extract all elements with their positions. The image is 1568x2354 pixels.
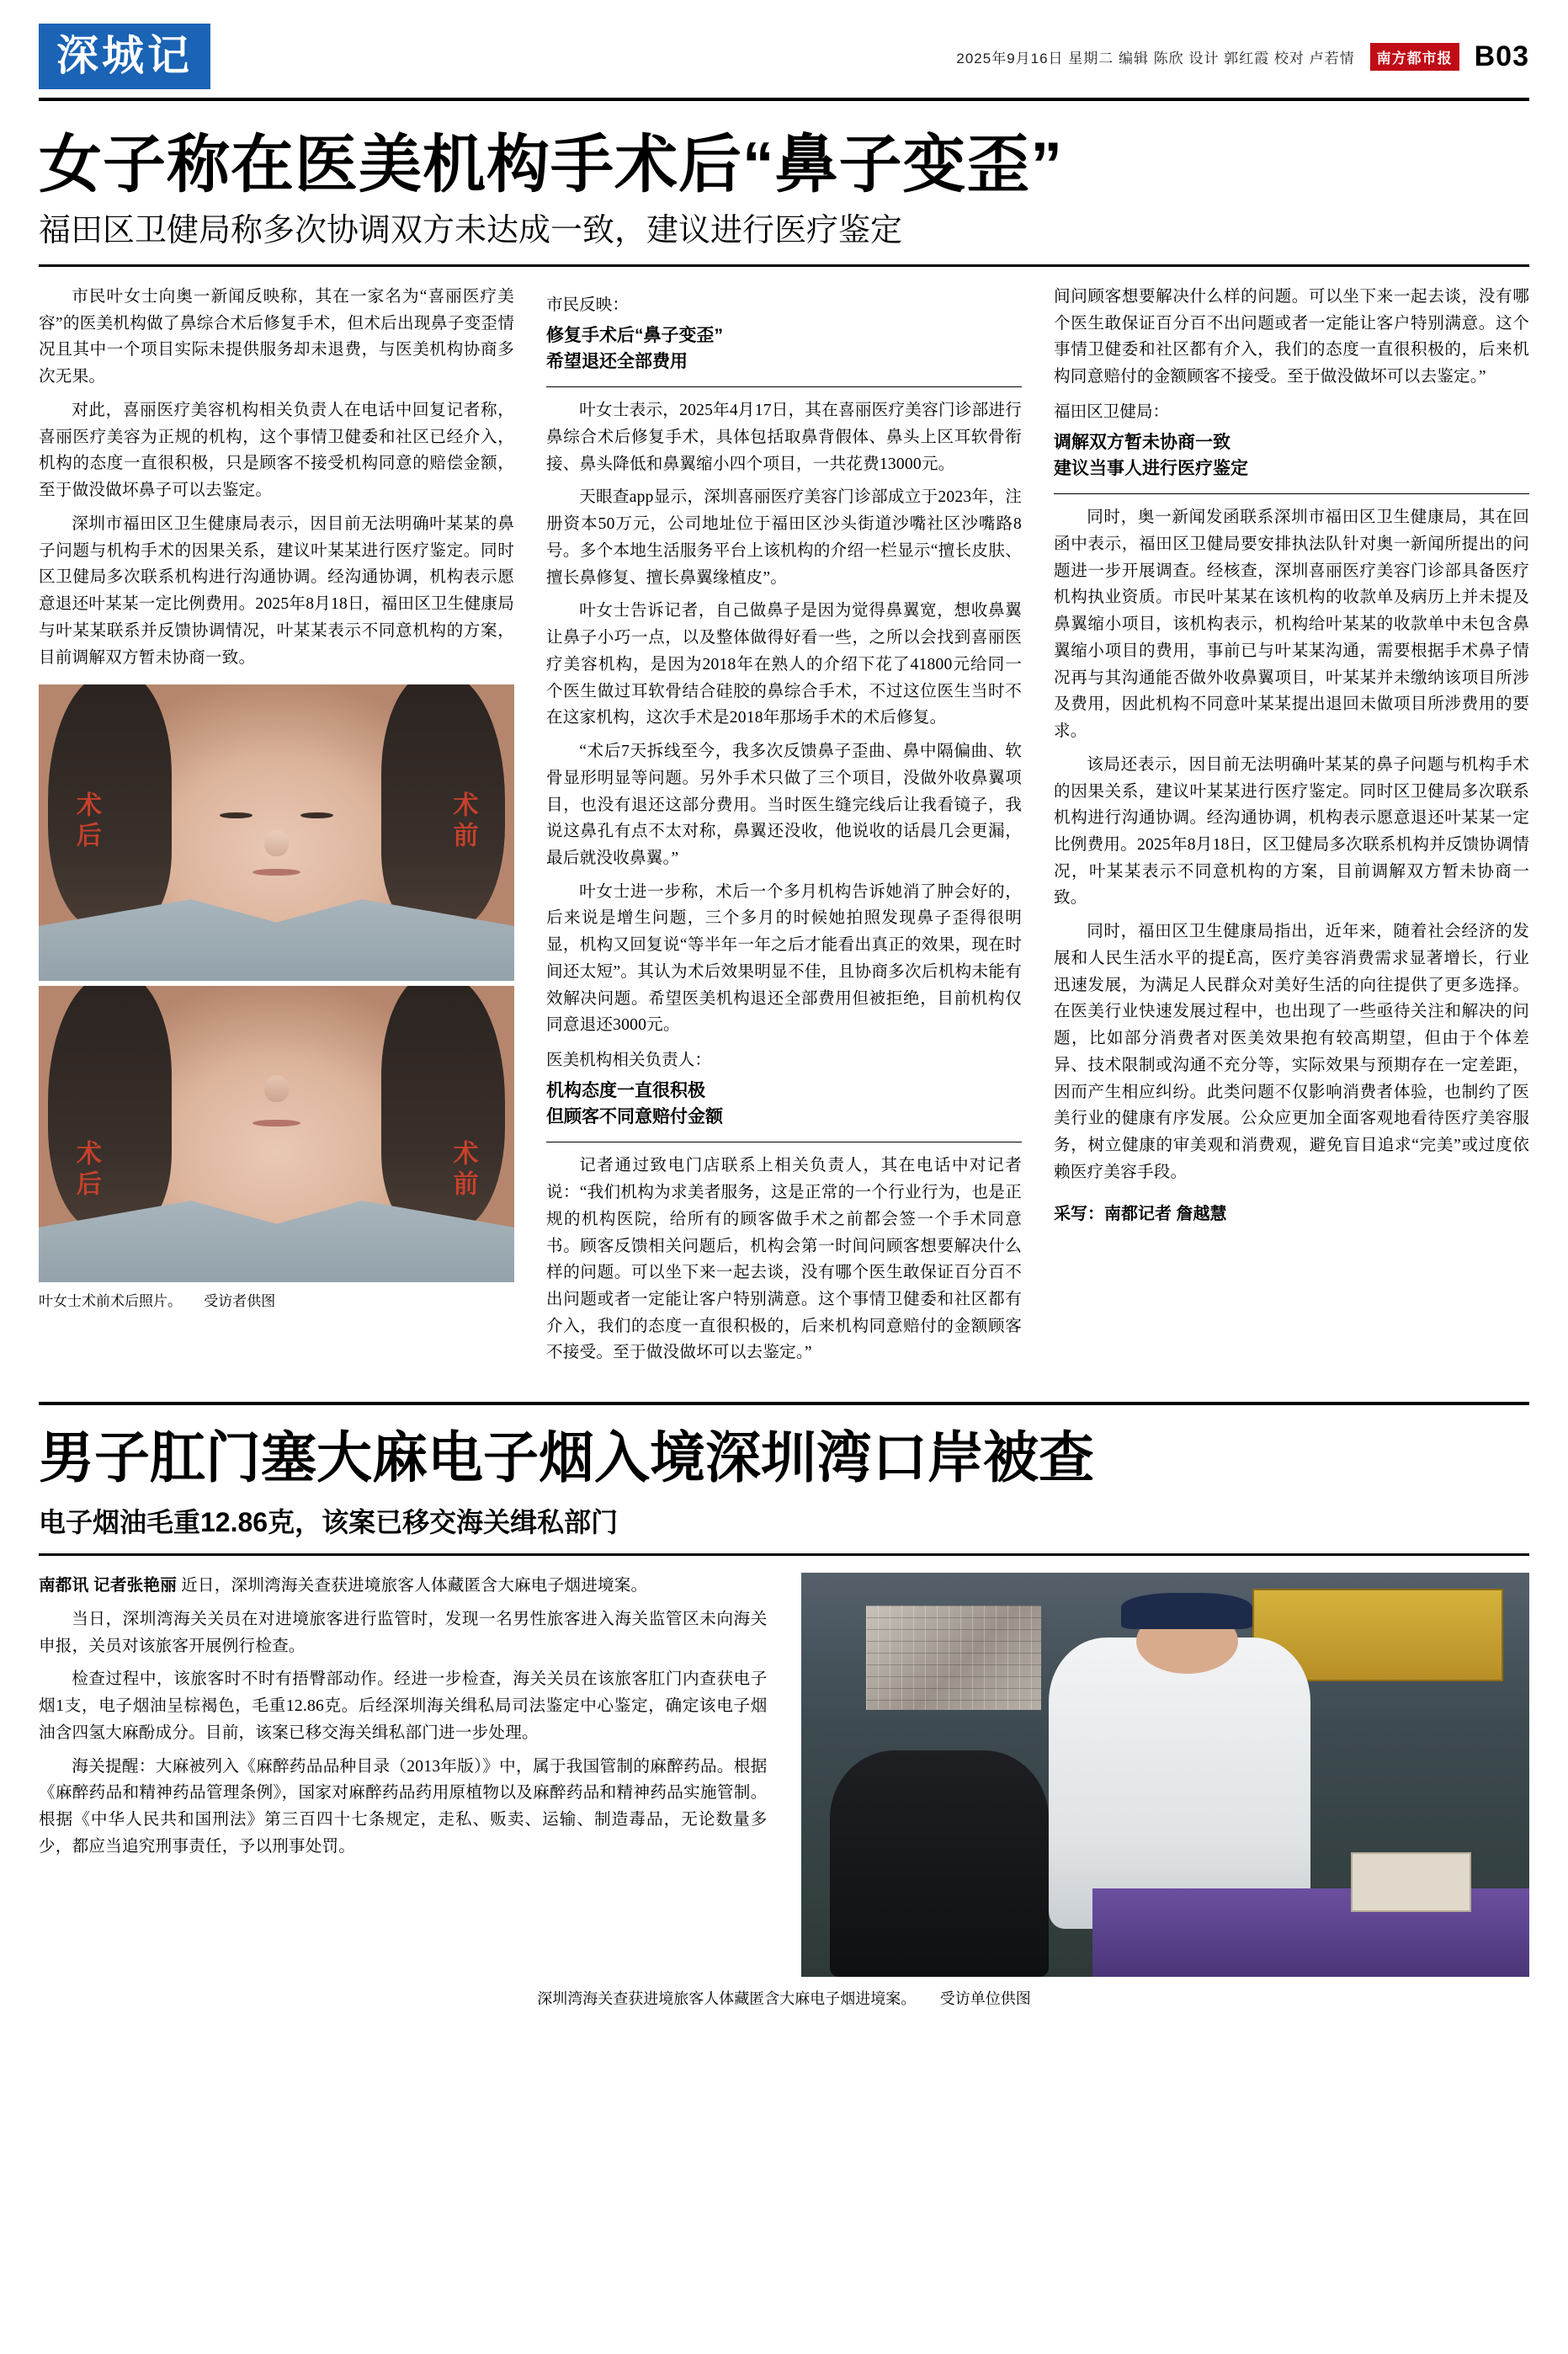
- story-two-text-column: [39, 1573, 768, 1977]
- section-b-subhead-line: 但顾客不同意赔付金额: [546, 1106, 723, 1126]
- section-a-subhead-line: 修复手术后“鼻子变歪”: [546, 326, 723, 346]
- photo-stack: [39, 684, 514, 1313]
- mouth: [252, 1120, 300, 1126]
- section-c-kicker: 福田区卫健局：: [1054, 402, 1170, 421]
- inspection-box: [1351, 1852, 1470, 1912]
- column-three: [1054, 284, 1529, 1373]
- section-a-kicker: 市民反映：: [546, 296, 629, 314]
- annotation-mark: 术后: [72, 1140, 100, 1201]
- section-c-divider: [1054, 493, 1529, 494]
- eye-right: [300, 812, 334, 819]
- column-two: [546, 284, 1022, 1373]
- photo-credit: 受访者供图: [204, 1293, 276, 1310]
- story-one-columns: [39, 284, 1529, 1373]
- story-one-subhead: 福田区卫健局称多次协调双方未达成一致，建议进行医疗鉴定: [39, 212, 903, 248]
- section-a-paragraph: 叶女士进一步称，术后一个多月机构告诉她消了肿会好的，后来说是增生问题，三个多月的时候她拍照发现鼻子歪得很明显，机构又回复说“等半年一年之后才能看出真正的效果，现在时间还太短”。其认为术后效果明显不佳，且协商多次后机构未能有效解决问题。希望医美机构退还全部费用但被拒绝，目前机构仅同意退还3000元。: [546, 882, 1022, 1035]
- annotation-mark: 术前: [449, 791, 477, 852]
- section-b-subhead-line: 机构态度一直很积极: [546, 1081, 705, 1101]
- story-two-paragraph: 当日，深圳湾海关关员在对进境旅客进行监管时，发现一名男性旅客进入海关监管区未向海关申报，关员对该旅客开展例行检查。: [39, 1610, 768, 1655]
- story-one-byline: 采写：南都记者 詹越慧: [1054, 1204, 1227, 1223]
- eye-left: [220, 812, 253, 819]
- hair-right: [381, 684, 505, 928]
- page-number: B03: [1474, 40, 1529, 72]
- story-one-headline: 女子称在医美机构手术后“鼻子变歪”: [39, 129, 1064, 200]
- annotation-mark: 术前: [449, 1140, 477, 1201]
- traveler: [830, 1750, 1049, 1977]
- before-after-photo-bottom: [39, 986, 514, 1282]
- story-two-paragraph: 检查过程中，该旅客时不时有捂臀部动作。经进一步检查，海关关员在该旅客肛门内查获电子烟1支，电子烟油呈棕褐色，毛重12.86克。后经深圳海关缉私局司法鉴定中心鉴定，确定该电子烟油含四氢大麻酚成分。目前，该案已移交海关缉私部门进一步处理。: [39, 1670, 768, 1742]
- story-two-caption-text: 深圳湾海关查获进境旅客人体藏匿含大麻电子烟进境案。: [537, 1990, 917, 2008]
- story-two-photo-caption: [39, 1987, 1529, 2009]
- story-two-subhead: 电子烟油毛重12.86克，该案已移交海关缉私部门: [39, 1507, 619, 1538]
- story-two-lead: [39, 1573, 768, 1600]
- story-two-photo-column: [801, 1573, 1530, 1977]
- story-one: [39, 101, 1529, 1373]
- section-a-paragraph: 叶女士表示，2025年4月17日，其在喜丽医疗美容门诊部进行鼻综合术后修复手术，具体包括取鼻背假体、鼻头上区耳软骨衔接、鼻头降低和鼻翼缩小四个项目，一共花费13000元。: [546, 402, 1022, 473]
- story-two-paragraph: 海关提醒：大麻被列入《麻醉药品品种目录（2013年版）》中，属于我国管制的麻醉药品。根据《麻醉药品和精神药品管理条例》，国家对麻醉药品药用原植物以及麻醉药品和精神药品实施管制。根据《中华人民共和国刑法》第三百四十七条规定，走私、贩卖、运输、制造毒品，无论数量多少，都应当追究刑事责任，予以刑事处罚。: [39, 1757, 768, 1856]
- dateline: 南都讯 记者张艳丽: [39, 1576, 177, 1595]
- section-a-paragraph: 天眼查app显示，深圳喜丽医疗美容门诊部成立于2023年，注册资本50万元，公司地址位于福田区沙头街道沙嘴社区沙嘴路8号。多个本地生活服务平台上该机构的介绍一栏显示“擅长皮肤、擅长鼻修复、擅长鼻翼缘植皮”。: [546, 488, 1022, 587]
- mouth: [252, 869, 300, 876]
- section-b-subhead: [546, 1078, 1022, 1130]
- story-two-headline-divider: [39, 1553, 1529, 1556]
- masthead-right: [956, 24, 1529, 73]
- annotation-mark: 术后: [72, 791, 100, 852]
- section-a-paragraph: 叶女士告诉记者，自己做鼻子是因为觉得鼻翼宽，想收鼻翼让鼻子小巧一点，以及整体做得好看一些，之所以会找到喜丽医疗美容机构，是因为2018年在熟人的介绍下花了41800元给同一个医生做过耳软骨结合硅胶的鼻综合手术，不过这位医生当时不在这家机构，这次手术是2018年那场手术的术后修复。: [546, 602, 1022, 727]
- section-c-subhead-line: 调解双方暂未协商一致: [1054, 433, 1230, 453]
- section-c-subhead-line: 建议当事人进行医疗鉴定: [1054, 458, 1248, 478]
- story-two-columns: [39, 1573, 1529, 1977]
- nose: [264, 830, 288, 857]
- lead-paragraph: 对此，喜丽医疗美容机构相关负责人在电话中回复记者称，喜丽医疗美容为正规的机构，这个事情卫健委和社区已经介入，机构的态度一直很积极，只是顾客不接受机构同意的赔偿金额，至于做没做坏鼻子可以去鉴定。: [39, 401, 514, 500]
- section-b-paragraph: 记者通过致电门店联系上相关负责人，其在电话中对记者说：“我们机构为求美者服务，这是正常的一个行业行为，也是正规的机构医院，给所有的顾客做手术之前都会签一个手术同意书。顾客反馈相关问题后，机构会第一时间问顾客想要解决什么样的问题。可以坐下来一起去谈，没有哪个医生敢保证百分百不出问题或者一定能让客户特别满意。这个事情卫健委和社区都有介入，我们的态度一直很积极的，后来机构同意赔付的金额顾客不接受。至于做没做坏可以去鉴定。”: [546, 1157, 1022, 1362]
- section-c-paragraph: 同时，奥一新闻发函联系深圳市福田区卫生健康局，其在回函中表示，福田区卫健局要安排执法队针对奥一新闻所提出的问题进一步开展调查。经核查，深圳喜丽医疗美容门诊部具备医疗机构执业资质。市民叶某某在该机构的收款单及病历上并未提及鼻翼缩小项目，该机构表示，机构给叶某某的收款单中未包含鼻翼缩小项目的费用，事前已与叶某某沟通，需要根据手术鼻子情况再与其沟通能否做外收鼻翼项目，叶某某并未缴纳该项目所涉及费用，因此机构不同意叶某某提出退回未做项目所涉费用的要求。: [1054, 509, 1529, 741]
- customs-photo: [801, 1573, 1530, 1977]
- paper-logo: 南方都市报: [1370, 43, 1459, 71]
- section-flag: 深城记: [39, 24, 210, 89]
- mosaic-blur: [866, 1606, 1041, 1711]
- section-b-kicker: 医美机构相关负责人：: [546, 1051, 711, 1070]
- story-two-headline: 男子肛门塞大麻电子烟入境深圳湾口岸被查: [39, 1426, 1094, 1489]
- column-one: [39, 284, 514, 1373]
- story-two: [39, 1427, 1529, 2009]
- section-a-divider: [546, 386, 1022, 387]
- hair-right: [381, 986, 505, 1229]
- section-a-subhead-line: 希望退还全部费用: [546, 351, 688, 371]
- section-b-continuation: 间问顾客想要解决什么样的问题。可以坐下来一起去谈，没有哪个医生敢保证百分百不出问题或者一定能让客户特别满意。这个事情卫健委和社区都有介入，我们的态度一直很积极的，后来机构同意赔付的金额顾客不接受。至于做没做坏可以去鉴定。”: [1054, 288, 1529, 386]
- story-two-photo-credit: 受访单位供图: [939, 1990, 1031, 2008]
- lead-paragraph: 深圳市福田区卫生健康局表示，因目前无法明确叶某某的鼻子问题与机构手术的因果关系，建议叶某某进行医疗鉴定。同时区卫健局多次联系机构进行沟通协调。经沟通协调，机构表示愿意退还叶某某一定比例费用。2025年8月18日，福田区卫生健康局与叶某某联系并反馈协调情况，叶某某表示不同意机构的方案，目前调解双方暂未协商一致。: [39, 514, 514, 667]
- photo-caption: [39, 1291, 514, 1313]
- section-a-paragraph: “术后7天拆线至今，我多次反馈鼻子歪曲、鼻中隔偏曲、软骨显形明显等问题。另外手术只做了三个项目，没做外收鼻翼项目，也没有退还这部分费用。当时医生缝完线后让我看镜子，我说这鼻孔有点不太对称，鼻翼还没收，他说收的话晨几会更漏，最后就没收鼻翼。”: [546, 743, 1022, 867]
- before-after-photo-top: [39, 684, 514, 981]
- story-two-paragraph: 近日，深圳湾海关查获进境旅客人体藏匿含大麻电子烟进境案。: [181, 1577, 648, 1595]
- customs-officer: [1049, 1638, 1311, 1929]
- lead-paragraph: 市民叶女士向奥一新闻反映称，其在一家名为“喜丽医疗美容”的医美机构做了鼻综合术后修复手术，但术后出现鼻子变歪情况且其中一个项目实际未提供服务却未退费，与医美机构协商多次无果。: [39, 288, 514, 386]
- issue-meta: 2025年9月16日 星期二 编辑 陈欣 设计 郭红霞 校对 卢若情: [956, 51, 1355, 67]
- officer-hat: [1121, 1593, 1252, 1629]
- story-divider: [39, 1402, 1529, 1405]
- headline-divider: [39, 264, 1529, 267]
- section-c-paragraph: 同时，福田区卫生健康局指出，近年来，随着社会经济的发展和人民生活水平的提Ě高，医疗美容消费需求显著增长，行业迅速发展，为满足人民群众对美好生活的向往提供了更多选择。在医美行业快速发展过程中，也出现了一些亟待关注和解决的问题，比如部分消费者对医美效果抱有较高期望，但由于个体差异、技术限制或沟通不充分等，实际效果与预期存在一定差距，因而产生相应纠纷。此类问题不仅影响消费者体验，也制约了医美行业的健康有序发展。公众应更加全面客观地看待医疗美容服务，树立健康的审美观和消费观，避免盲目追求“完美”或过度依赖医疗美容手段。: [1054, 923, 1529, 1181]
- section-c-paragraph: 该局还表示，因目前无法明确叶某某的鼻子问题与机构手术的因果关系，建议叶某某进行医疗鉴定。同时区卫健局多次联系机构进行沟通协调。经沟通协调，机构表示愿意退还叶某某一定比例费用。2025年8月18日，区卫健局多次联系机构并反馈协调情况，叶某某表示不同意机构的方案，目前调解双方暂未协商一致。: [1054, 755, 1529, 908]
- section-c-subhead: [1054, 430, 1529, 482]
- masthead: [39, 24, 1529, 101]
- nose: [264, 1075, 288, 1102]
- section-a-subhead: [546, 323, 1022, 375]
- photo-caption-text: 叶女士术前术后照片。: [39, 1293, 182, 1310]
